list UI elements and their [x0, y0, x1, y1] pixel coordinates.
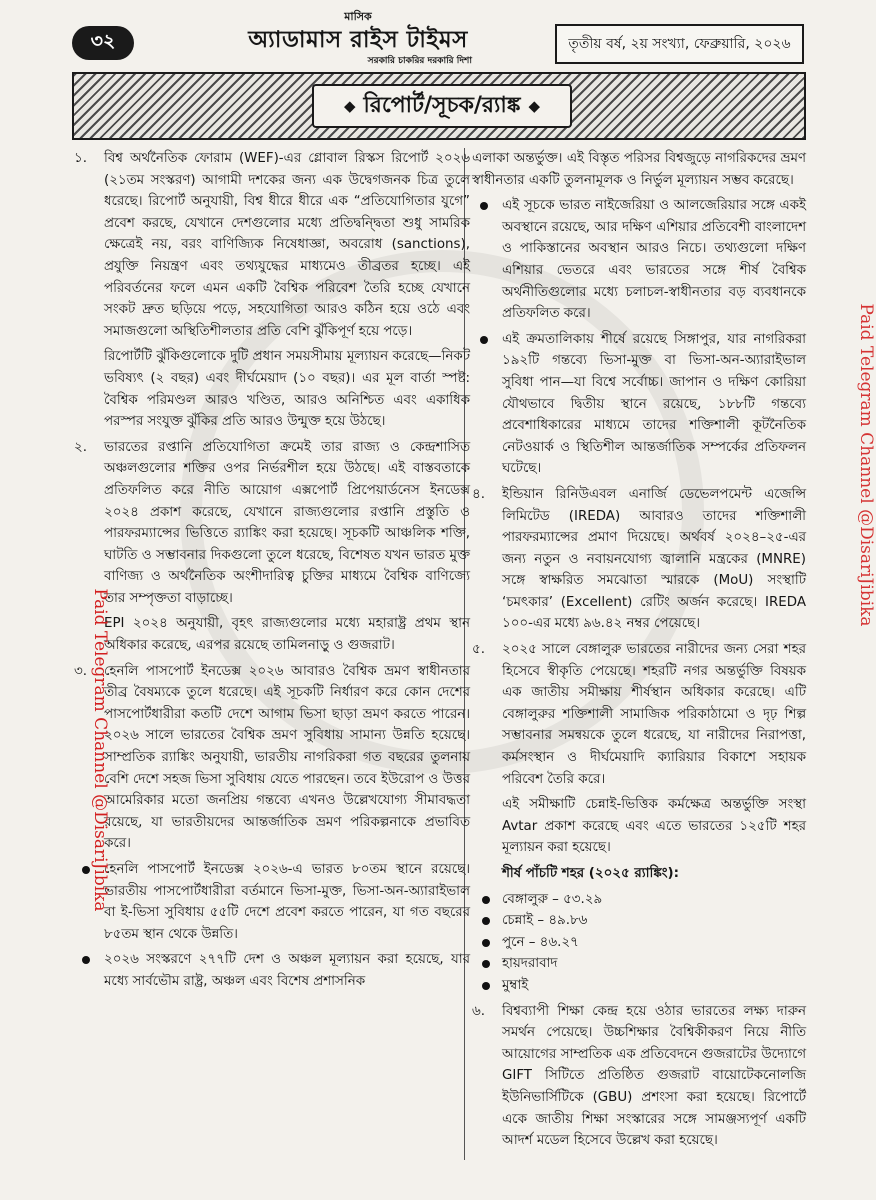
list-item	[472, 975, 806, 997]
item-text: ভারতের রপ্তানি প্রতিযোগিতা ক্রমেই তার রাজ্য ও কেন্দ্রশাসিত অঞ্চলগুলোর শক্তির ওপর নির্ভরশীল হয়ে উঠছে। এই বাস্তবতাকে প্রতিফলিত করে নীতি আয়োগ এক্সপোর্ট প্রিপেয়ার্ডনেস ইনডেক্স ২০২৪ প্রকাশ করেছে, যেখানে রাজ্যগুলোর রপ্তানি প্রস্তুতি ও পারফরম্যান্সের ভিত্তিতে র‍্যাঙ্কিং করা হয়েছে। সূচকটি আঞ্চলিক শক্তি, ঘাটতি ও সম্ভাবনার দিকগুলো তুলে ধরেছে, বিশেষত যখন ভারত মুক্ত বাণিজ্য ও অর্থনৈতিক অংশীদারিত্ব চুক্তির মাধ্যমে বৈশ্বিক বাণিজ্যে তার সম্পৃক্ততা বাড়াচ্ছে।	[104, 439, 470, 606]
bullet-icon	[482, 982, 490, 990]
brand-tagline: সরকারি চাকরির দরকারি দিশা	[367, 56, 472, 66]
paragraph: EPI ২০২৪ অনুযায়ী, বৃহৎ রাজ্যগুলোর মধ্যে মহারাষ্ট্র প্রথম স্থান অধিকার করেছে, এরপর রয়েছে তামিলনাড়ু ও গুজরাট।	[104, 616, 470, 654]
item-text: ইন্ডিয়ান রিনিউএবল এনার্জি ডেভেলপমেন্ট এজেন্সি লিমিটেড (IREDA) আবারও তাদের শক্তিশালী পারফরম্যান্সের প্রমাণ দিয়েছে। অর্থবর্ষ ২০২৪–২৫-এর জন্য নতুন ও নবায়নযোগ্য জ্বালানি মন্ত্রকের (MNRE) সঙ্গে স্বাক্ষরিত সমঝোতা স্মারকে (MoU) সংস্থাটি ‘চমৎকার’ (Excellent) রেটিং অর্জন করেছে। IREDA ১০০-এর মধ্যে ৯৬.৪২ নম্বর পেয়েছে।	[502, 486, 806, 632]
list-item	[472, 639, 806, 790]
city-entry: চেন্নাই – ৪৯.৮৬	[502, 913, 588, 929]
item-number: ২.	[74, 439, 87, 455]
paragraph: এলাকা অন্তর্ভুক্ত। এই বিস্তৃত পরিসর বিশ্বজুড়ে নাগরিকদের ভ্রমণ স্বাধীনতার একটি তুলনামূলক ও নির্ভুল মূল্যায়ন সম্ভব করেছে।	[472, 151, 806, 188]
list-item	[472, 932, 806, 954]
paragraph: এই সমীক্ষাটি চেন্নাই-ভিত্তিক কর্মক্ষেত্র অন্তর্ভুক্তি সংস্থা Avtar প্রকাশ করেছে এবং এতে ভারতের ১২৫টি শহর মূল্যায়ন করা হয়েছে।	[502, 797, 806, 856]
item-text: হেনলি পাসপোর্ট ইনডেক্স ২০২৬ আবারও বৈশ্বিক ভ্রমণ স্বাধীনতার তীব্র বৈষম্যকে তুলে ধরেছে। এই সূচকটি নির্ধারণ করে কোন দেশের পাসপোর্টধারীরা কতটি দেশে আগাম ভিসা ছাড়া ভ্রমণ করতে পারেন। ২০২৬ সালে ভারতের বৈশ্বিক ভ্রমণ সুবিধায় সামান্য উন্নতি হয়েছে। সাম্প্রতিক র‍্যাঙ্কিং অনুযায়ী, ভারতীয় নাগরিকরা গত বছরের তুলনায় বেশি দেশে সহজ ভিসা সুবিধায় যেতে পারছেন। তবে ইউরোপ ও উত্তর আমেরিকার মতো জনপ্রিয় গন্তব্যে এখনও উল্লেখযোগ্য সীমাবদ্ধতা রয়েছে, যা ভারতীয়দের আন্তর্জাতিক ভ্রমণ পরিকল্পনাকে প্রভাবিত করে।	[104, 663, 470, 852]
list-item	[472, 484, 806, 635]
brand-name: অ্যাডামাস রাইস টাইমস	[248, 26, 468, 53]
bullet-icon	[82, 866, 90, 874]
bullet-item	[472, 329, 806, 480]
bullet-icon	[482, 896, 490, 904]
list-item	[74, 437, 470, 610]
item-text: ২০২৬ সংস্করণে ২৭৭টি দেশ ও অঞ্চল মূল্যায়ন করা হয়েছে, যার মধ্যে সার্বভৌম রাষ্ট্র, অঞ্চল এবং বিশেষ প্রশাসনিক	[104, 952, 470, 989]
bullet-item	[74, 949, 470, 992]
list-item	[472, 953, 806, 975]
item-number: ১.	[74, 151, 87, 166]
item-text: বিশ্বব্যাপী শিক্ষা কেন্দ্র হয়ে ওঠার ভারতের লক্ষ্য দারুন সমর্থন পেয়েছে। উচ্চশিক্ষার বৈশ্বিকীকরণ নিয়ে নীতি আয়োগের সাম্প্রতিক এক প্রতিবেদনে গুজরাটের উদ্যোগে GIFT সিটিতে প্রতিষ্ঠিত গুজরাট বায়োটেকনোলজি ইউনিভার্সিটিকে (GBU) প্রশংসা করা হয়েছে। রিপোর্টে একে জাতীয় শিক্ষা সংস্কারের সঙ্গে সামঞ্জস্যপূর্ণ একটি আদর্শ মডেল হিসেবে উল্লেখ করা হয়েছে।	[502, 1003, 806, 1149]
item-text: বিশ্ব অর্থনৈতিক ফোরাম (WEF)-এর গ্লোবাল রিস্কস রিপোর্ট ২০২৬ (২১তম সংস্করণ) আগামী দশকের জন্য এক উদ্বেগজনক চিত্র তুলে ধরেছে। রিপোর্ট অনুযায়ী, বিশ্ব ধীরে ধীরে এক “প্রতিযোগিতার যুগে” প্রবেশ করছে, যেখানে দেশগুলোর মধ্যে প্রতিদ্বন্দ্বিতা শুধু সামরিক ক্ষেত্রেই নয়, বরং বাণিজ্যিক নিষেধাজ্ঞা, অবরোধ (sanctions), প্রযুক্তি নিয়ন্ত্রণ এবং তথ্যযুদ্ধের মাধ্যমেও তীব্রতর হচ্ছে। এই পরিবর্তনের ফলে এমন একটি বৈশ্বিক পরিবেশ তৈরি হচ্ছে যেখানে সংকট দ্রুত ছড়িয়ে পড়ে, সহযোগিতা আরও কঠিন হয়ে ওঠে এবং সমাজগুলো অস্থিতিশীলতার প্রতি বেশি ঝুঁকিপূর্ণ হয়ে পড়ে।	[104, 151, 470, 339]
item-number: ৪.	[472, 486, 485, 502]
city-entry: হায়দরাবাদ	[502, 956, 558, 972]
item-text: হেনলি পাসপোর্ট ইনডেক্স ২০২৬-এ ভারত ৮০তম স্থানে রয়েছে। ভারতীয় পাসপোর্টধারীরা বর্তমানে ভিসা-মুক্ত, ভিসা-অন-অ্যারাইভাল বা ই-ভিসা সুবিধায় ৫৫টি দেশে প্রবেশ করতে পারেন, যা গত বছরের ৮৫তম স্থান থেকে উন্নতি।	[104, 862, 470, 942]
section-title-box	[312, 84, 572, 128]
item-text: ২০২৫ সালে বেঙ্গালুরু ভারতের নারীদের জন্য সেরা শহর হিসেবে স্বীকৃতি পেয়েছে। শহরটি নগর অন্তর্ভুক্তি বিষয়ক এক জাতীয় সমীক্ষায় শীর্ষস্থান অধিকার করেছে। এটি বেঙ্গালুরুর শক্তিশালী সামাজিক পরিকাঠামো ও দৃঢ় শিল্প সম্ভাবনার সমন্বয়কে তুলে ধরেছে, যা নারীদের নিরাপত্তা, কর্মসংস্থান ও দীর্ঘমেয়াদি ক্যারিয়ার বিকাশে সহায়ক পরিবেশ তৈরি করে।	[502, 642, 806, 787]
bullet-icon	[480, 336, 488, 344]
top-cities-list	[472, 889, 806, 997]
list-item	[472, 889, 806, 911]
list-item	[74, 148, 470, 342]
section-banner	[72, 72, 806, 140]
list-item	[472, 910, 806, 932]
brand-logo	[228, 8, 488, 68]
city-entry: পুনে – ৪৬.২৭	[502, 934, 579, 950]
top-cities-heading: শীর্ষ পাঁচটি শহর (২০২৫ র‍্যাঙ্কিং):	[502, 866, 679, 881]
bullet-icon	[82, 956, 90, 964]
item-number: ৬.	[472, 1003, 485, 1019]
item-text: এই ক্রমতালিকায় শীর্ষে রয়েছে সিঙ্গাপুর, যার নাগরিকরা ১৯২টি গন্তব্যে ভিসা-মুক্ত বা ভিসা-অন-অ্যারাইভাল সুবিধা পান—যা বিশ্বে সর্বোচ্চ। জাপান ও দক্ষিণ কোরিয়া যৌথভাবে দ্বিতীয় স্থানে রয়েছে, ১৮৮টি গন্তব্যে প্রবেশাধিকারের মাধ্যমে তাদের শক্তিশালী কূটনৈতিক নেটওয়ার্ক ও স্থিতিশীল আন্তর্জাতিক সম্পর্কের প্রতিফলন ঘটেছে।	[502, 331, 806, 477]
paragraph: রিপোর্টটি ঝুঁকিগুলোকে দুটি প্রধান সময়সীমায় মূল্যায়ন করেছে—নিকট ভবিষ্যৎ (২ বছর) এবং দীর্ঘমেয়াদ (১০ বছর)। এর মূল বার্তা স্পষ্ট: বৈশ্বিক পরিমণ্ডল আরও খণ্ডিত, আরও অনিশ্চিত এবং একাধিক পরস্পর সংযুক্ত ঝুঁকির প্রতি আরও উন্মুক্ত হয়ে উঠছে।	[104, 349, 470, 430]
item-number: ৫.	[472, 642, 485, 658]
telegram-watermark-left: Paid Telegram Channel @DisariJibika	[90, 588, 110, 912]
left-column	[74, 148, 470, 997]
city-entry: বেঙ্গালুরু – ৫৩.২৯	[502, 891, 603, 907]
section-title: রিপোর্ট/সূচক/র‍্যাঙ্ক	[363, 92, 521, 118]
issue-info: তৃতীয় বর্ষ, ২য় সংখ্যা, ফেব্রুয়ারি, ২০২৬	[555, 24, 804, 64]
item-number: ৩.	[74, 663, 87, 679]
page-number: ৩২	[72, 26, 134, 60]
right-column	[472, 148, 806, 1156]
bullet-icon	[480, 202, 488, 210]
list-item	[472, 1001, 806, 1152]
bullet-item	[74, 859, 470, 945]
bullet-icon	[482, 960, 490, 968]
list-item	[74, 661, 470, 855]
item-text: এই সূচকে ভারত নাইজেরিয়া ও আলজেরিয়ার সঙ্গে একই অবস্থানে রয়েছে, আর দক্ষিণ এশিয়ার প্রতিবেশী বাংলাদেশ ও পাকিস্তানের অবস্থান আরও নিচে। তথ্যগুলো দক্ষিণ এশিয়ার ভেতরে এবং ভারতের সঙ্গে শীর্ষ বৈশ্বিক অর্থনীতিগুলোর মধ্যে চলাচল-স্বাধীনতার বড় ব্যবধানকে প্রতিফলিত করে।	[502, 198, 806, 322]
city-entry: মুম্বাই	[502, 977, 529, 993]
bullet-icon	[482, 939, 490, 947]
bullet-icon	[482, 917, 490, 925]
telegram-watermark-right: Paid Telegram Channel @DisariJibika	[856, 303, 876, 627]
diamond-ornament-icon: ◆	[343, 97, 356, 115]
bullet-item	[472, 195, 806, 325]
brand-monthly-label: মাসিক	[344, 10, 372, 23]
diamond-ornament-icon: ◆	[528, 97, 541, 115]
